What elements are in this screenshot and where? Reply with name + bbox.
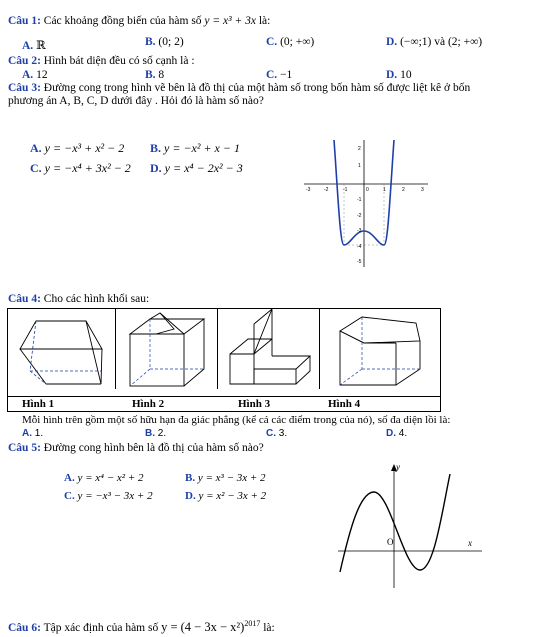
- question-text: Đường cong hình bên là đồ thị của hàm số nào?: [43, 442, 264, 454]
- question-6: [8, 620, 275, 635]
- q3-option-b: B. y = −x² + x − 1: [150, 141, 240, 155]
- origin-label: O: [387, 537, 394, 547]
- q1-option-b: B. (0; 2): [145, 36, 184, 48]
- question-5: [8, 442, 264, 454]
- q1-option-c: C. (0; +∞): [266, 36, 315, 48]
- question-text-line1: Đường cong trong hình vẽ bên là đồ thị của một hàm số trong bốn hàm số được liệt kê ở bốn: [43, 82, 471, 94]
- q5-option-d: D. y = x² − 3x + 2: [185, 490, 267, 502]
- q1-option-d: D. (−∞;1) và (2; +∞): [386, 36, 483, 48]
- question-number: Câu 5:: [8, 442, 41, 454]
- q3-function-graph: [300, 135, 432, 270]
- question-text: Hình bát diện đều có số cạnh là :: [43, 55, 195, 67]
- curve: [340, 474, 450, 572]
- figure-2: [116, 309, 218, 389]
- question-3: [8, 82, 538, 108]
- question-formula: y = (4 − 3x − x²): [161, 620, 245, 634]
- x-tick: -2: [324, 187, 329, 193]
- question-number: Câu 4:: [8, 293, 41, 305]
- notched-box-figure: [320, 309, 440, 395]
- q2-option-c: C. −1: [266, 69, 293, 81]
- question-number: Câu 3:: [8, 82, 41, 94]
- question-exponent: 2017: [244, 619, 261, 629]
- figure-3-label: Hình 3: [238, 398, 271, 410]
- q4-subtext: Mỗi hình trên gồm một số hữu hạn đa giác phẳng (kể cả các điểm trong của nó), số đa diện lồi là:: [22, 414, 451, 426]
- q3-option-c: C. y = −x⁴ + 3x² − 2: [30, 161, 131, 175]
- question-text: Cho các hình khối sau:: [43, 293, 150, 305]
- y-tick: 1: [358, 163, 361, 169]
- question-tail: là:: [263, 622, 275, 634]
- question-text: Các khoảng đồng biến của hàm số: [43, 15, 202, 27]
- q2-option-d: D. 10: [386, 69, 412, 81]
- q4-option-a: A. 1.: [22, 428, 44, 439]
- y-tick: -3: [357, 228, 362, 234]
- y-axis-label: y: [396, 462, 400, 472]
- question-formula: y = x³ + 3x: [204, 15, 256, 27]
- q2-option-b: B. 8: [145, 69, 165, 81]
- question-2: [8, 55, 195, 67]
- x-tick: -3: [306, 187, 311, 193]
- q3-option-d: D. y = x⁴ − 2x² − 3: [150, 161, 243, 175]
- question-text: Tập xác định của hàm số: [43, 622, 159, 634]
- y-tick: -4: [357, 244, 362, 250]
- y-tick: -2: [357, 213, 362, 219]
- x-tick: -1: [343, 187, 348, 193]
- q4-option-c: C. 3.: [266, 428, 288, 439]
- question-number: Câu 6:: [8, 622, 41, 634]
- x-tick: 0: [366, 187, 369, 193]
- y-tick: -1: [357, 197, 362, 203]
- question-number: Câu 2:: [8, 55, 41, 67]
- q3-option-a: A. y = −x³ + x² − 2: [30, 141, 125, 155]
- solid-figures-table: [7, 308, 441, 412]
- question-text-line2: phương án A, B, C, D dưới đây . Hỏi đó là hàm số nào?: [8, 95, 264, 107]
- q2-option-a: A. 12: [22, 69, 48, 81]
- x-tick: 3: [421, 187, 424, 193]
- question-number: Câu 1:: [8, 15, 41, 27]
- q4-option-b: B. 2.: [145, 428, 167, 439]
- frustum-figure: [8, 309, 116, 395]
- figure-4-label: Hình 4: [328, 398, 361, 410]
- x-tick: 1: [383, 187, 386, 193]
- q1-option-a: A. ℝ: [22, 40, 46, 52]
- x-axis-label: x: [468, 538, 472, 548]
- q5-option-b: B. y = x³ − 3x + 2: [185, 472, 266, 484]
- q5-function-graph: [338, 460, 488, 595]
- figure-3: [218, 309, 320, 389]
- y-tick: -5: [357, 259, 362, 265]
- figure-labels-row: [8, 396, 440, 413]
- box-with-peak-figure: [116, 309, 218, 395]
- figure-2-label: Hình 2: [132, 398, 165, 410]
- q5-option-a: A. y = x⁴ − x² + 2: [64, 472, 144, 484]
- figure-1-label: Hình 1: [22, 398, 55, 410]
- q4-option-d: D. 4.: [386, 428, 408, 439]
- question-4: [8, 293, 149, 305]
- figure-1: [8, 309, 116, 389]
- q5-option-c: C. y = −x³ − 3x + 2: [64, 490, 153, 502]
- x-tick: 2: [402, 187, 405, 193]
- question-1: [8, 15, 270, 27]
- l-shaped-solid-figure: [218, 309, 320, 395]
- y-tick: 2: [358, 146, 361, 152]
- figure-4: [320, 309, 440, 389]
- question-tail: là:: [258, 15, 271, 27]
